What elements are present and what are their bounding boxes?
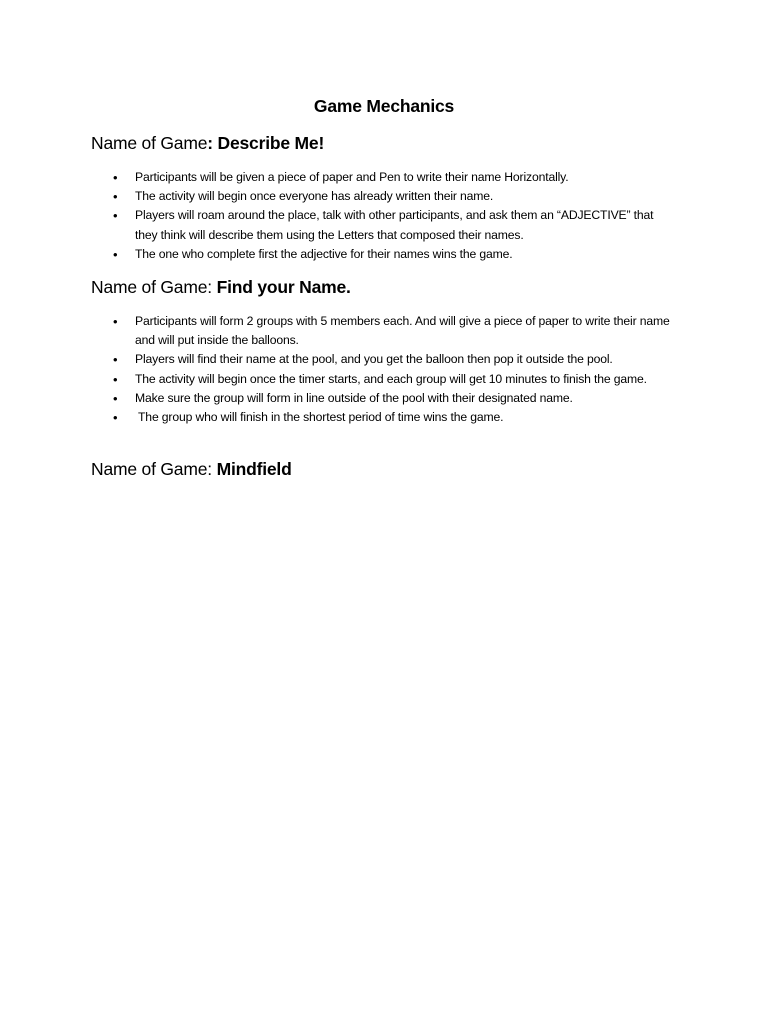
game-heading-prefix: Name of Game: xyxy=(91,459,217,479)
list-item: • The one who complete first the adjective for their names wins the game. xyxy=(91,245,691,264)
game-heading-find-your-name xyxy=(91,277,351,298)
list-item: • The activity will begin once the timer starts, and each group will get 10 minutes to finish the game. xyxy=(91,370,671,389)
list-item: • Participants will be given a piece of paper and Pen to write their name Horizontally. xyxy=(91,168,691,187)
game-heading-describe-me xyxy=(91,133,324,154)
rules-list-describe-me xyxy=(91,168,691,264)
list-item: • The group who will finish in the shortest period of time wins the game. xyxy=(91,408,691,427)
list-item: • Make sure the group will form in line outside of the pool with their designated name. xyxy=(91,389,691,408)
game-name: Find your Name. xyxy=(216,277,351,297)
page-title: Game Mechanics xyxy=(313,96,455,116)
list-item: • Participants will form 2 groups with 5 members each. And will give a piece of paper to write their name and will put inside the balloons. xyxy=(91,312,691,350)
game-name: : Describe Me! xyxy=(207,133,325,153)
game-heading-prefix: Name of Game: xyxy=(91,277,217,297)
game-heading-prefix: Name of Game xyxy=(91,133,208,153)
rules-list-find-your-name xyxy=(91,312,691,427)
list-item: • Players will find their name at the pool, and you get the balloon then pop it outside the pool. xyxy=(91,350,691,369)
game-heading-mindfield xyxy=(91,459,292,480)
game-name: Mindfield xyxy=(216,459,292,479)
list-item: • Players will roam around the place, talk with other participants, and ask them an “ADJECTIVE” that they think will describe them using the Letters that composed their names. xyxy=(91,206,655,244)
list-item: • The activity will begin once everyone has already written their name. xyxy=(91,187,691,206)
